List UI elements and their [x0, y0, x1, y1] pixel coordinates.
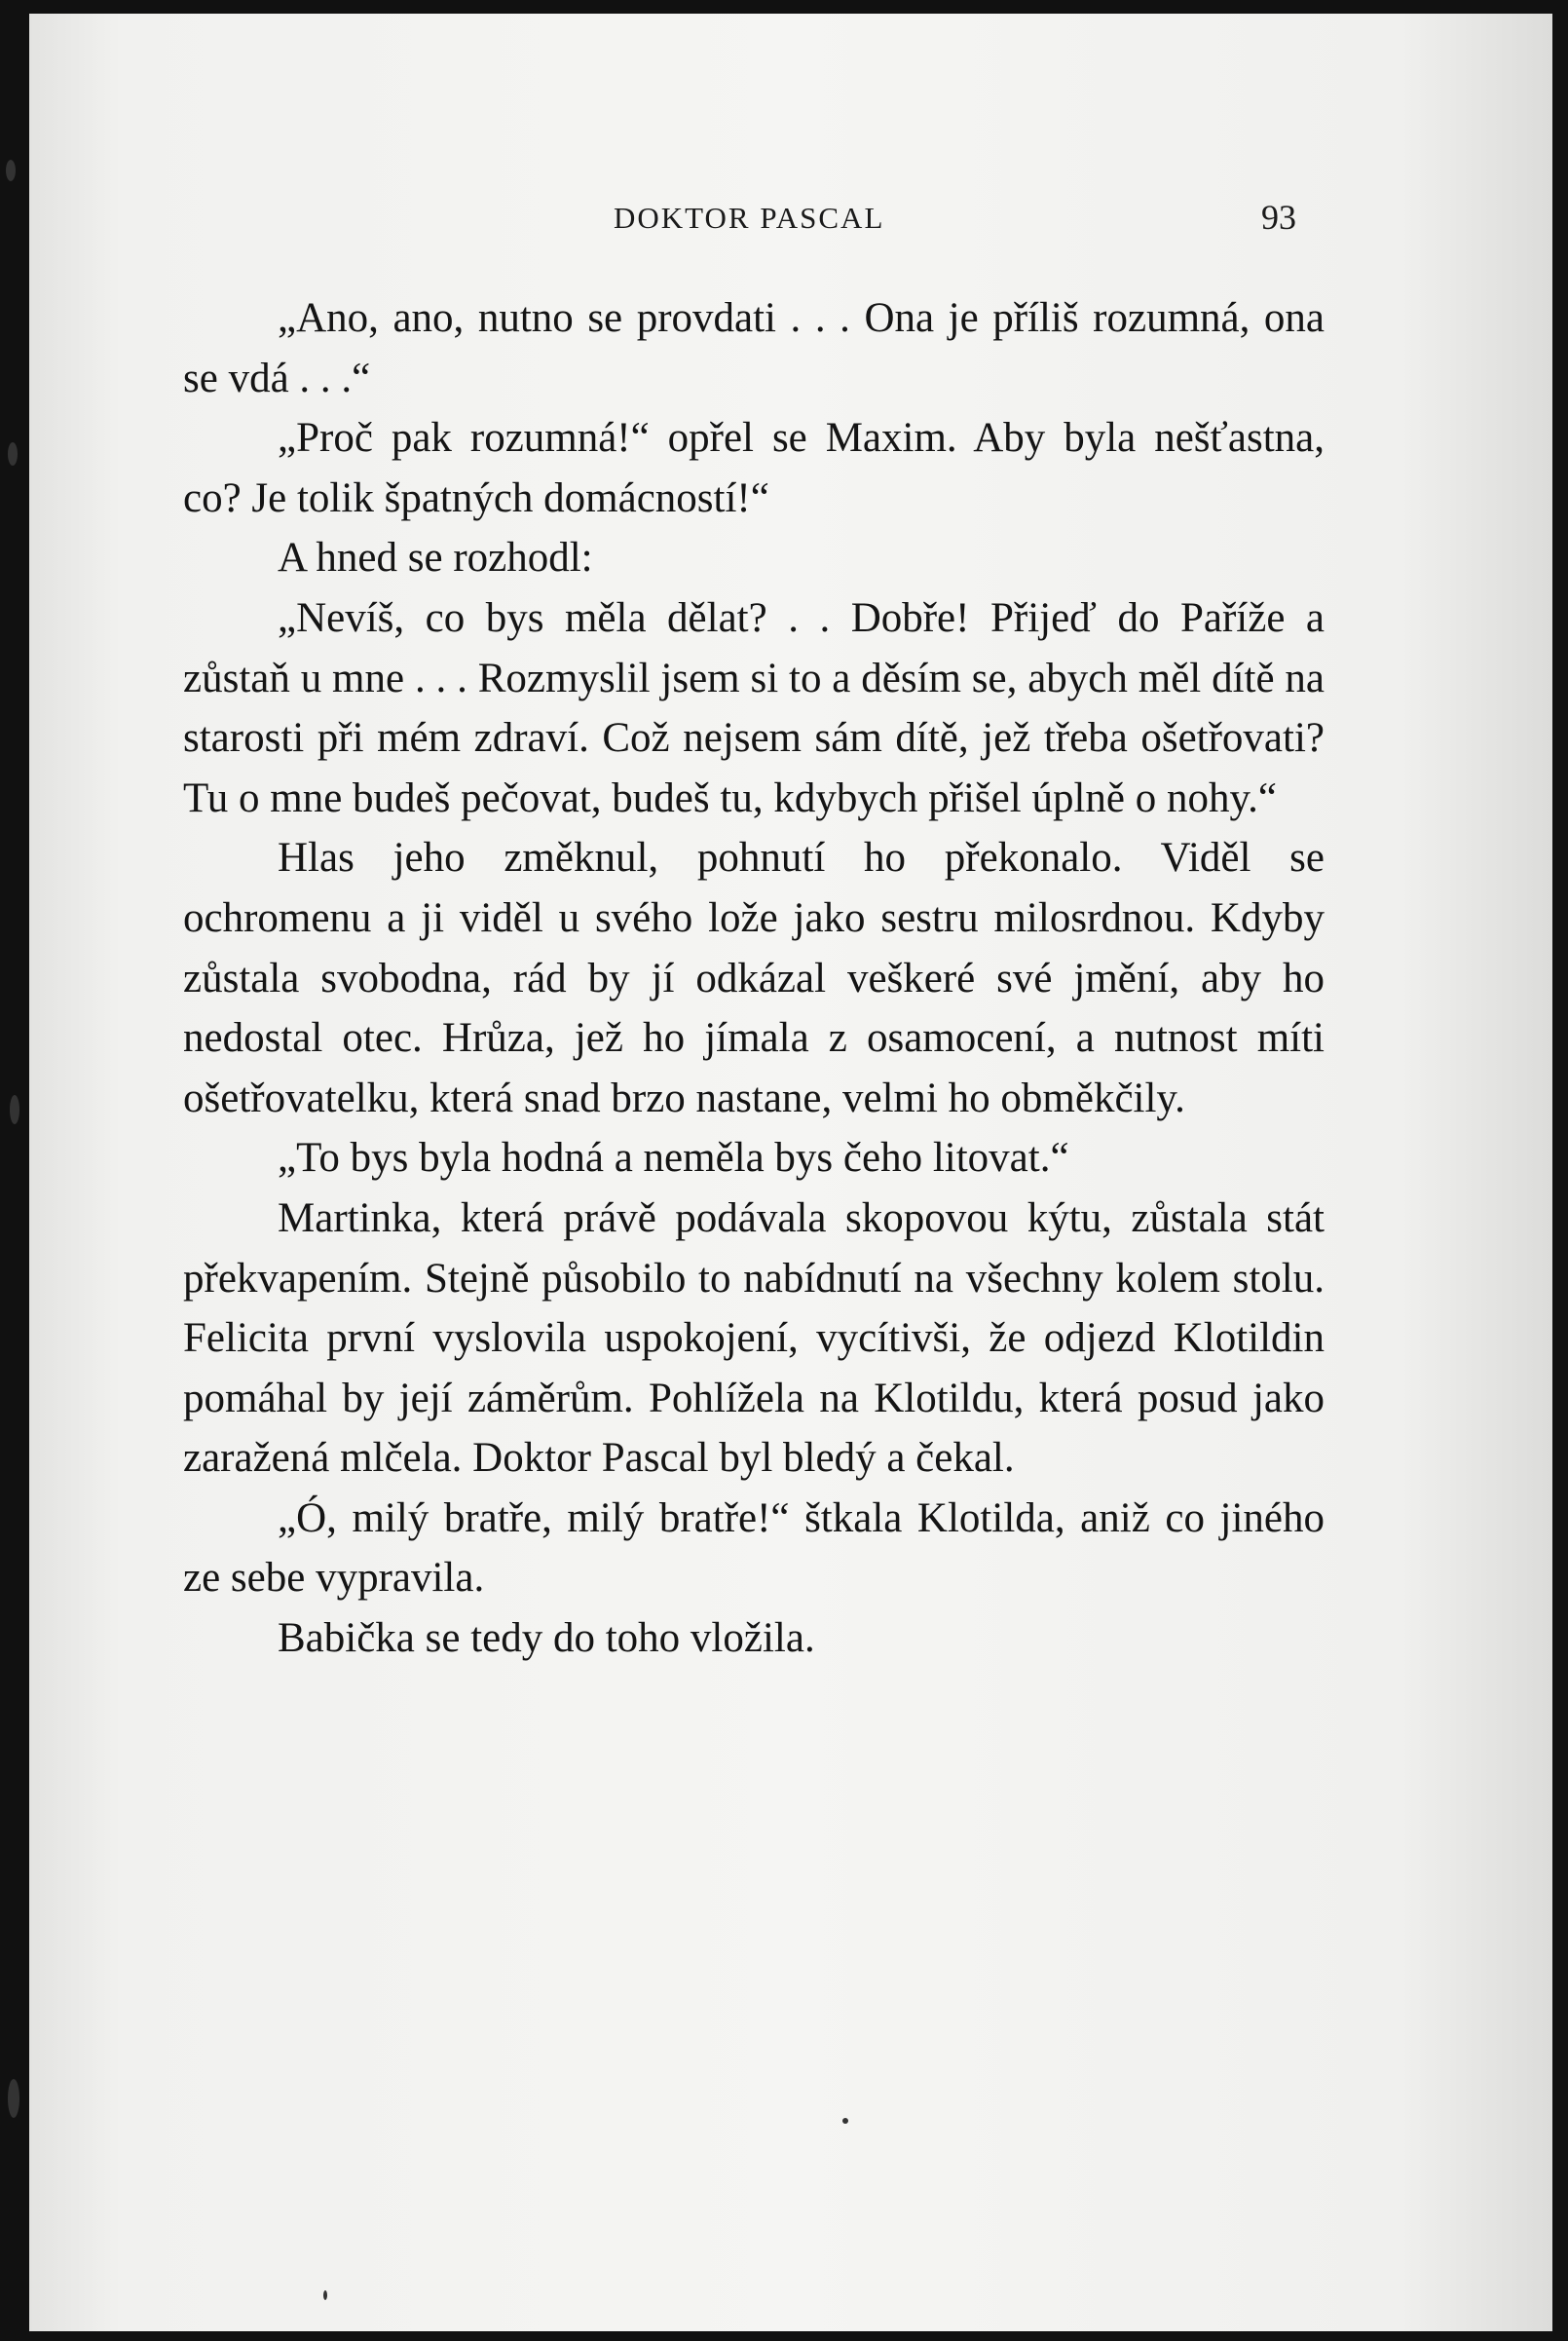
scan-artifact — [10, 1095, 19, 1124]
paragraph: „To bys byla hodná a neměla bys čeho litovat.“ — [278, 1135, 1069, 1182]
scan-artifact — [8, 442, 18, 466]
body-text — [183, 288, 1325, 1669]
paragraph: Martinka, která právě podávala skopovou kýtu, zůstala stát překvapením. Stejně působilo to nabídnutí na všechny kolem stolu. Felicita první vyslovila uspokojení, vycítivši, že odjezd Klotildin pomáhal by její záměrům. Pohlížela na Klotildu, která posud jako zaražená mlčela. Doktor Pascal byl bledý a čekal. — [183, 1194, 1325, 1482]
scan-artifact — [6, 160, 16, 181]
scan-artifact — [842, 2118, 848, 2124]
book-page — [29, 14, 1552, 2331]
scan-artifact — [8, 2079, 19, 2118]
paragraph: A hned se rozhodl: — [278, 535, 593, 582]
page-number: 93 — [1261, 198, 1296, 237]
page-header — [29, 198, 1552, 240]
running-title: DOKTOR PASCAL — [614, 201, 885, 235]
paragraph: „Nevíš, co bys měla dělat? . . Dobře! Přijeď do Paříže a zůstaň u mne . . . Rozmyslil jsem si to a děsím se, abych měl dítě na starosti při mém zdraví. Což nejsem sám dítě, jež třeba ošetřovati? Tu o mne budeš pečovat, budeš tu, kdybych přišel úplně o nohy.“ — [183, 594, 1325, 821]
paragraph: Hlas jeho změknul, pohnutí ho překonalo. Viděl se ochromenu a ji viděl u svého lože jako sestru milosrdnou. Kdyby zůstala svobodna, rád by jí odkázal veškeré své jmění, aby ho nedostal otec. Hrůza, jež ho jímala z osamocení, a nutnost míti ošetřovatelku, která snad brzo nastane, velmi ho obměkčily. — [183, 835, 1325, 1121]
paragraph: Babička se tedy do toho vložila. — [278, 1615, 815, 1662]
paragraph: „Ano, ano, nutno se provdati . . . Ona je příliš rozumná, ona se vdá . . .“ — [183, 295, 1325, 401]
paragraph: „Proč pak rozumná!“ opřel se Maxim. Aby byla nešťastna, co? Je tolik špatných domácností!“ — [183, 415, 1325, 521]
paragraph: „Ó, milý bratře, milý bratře!“ štkala Klotilda, aniž co jiného ze sebe vypravila. — [183, 1494, 1325, 1602]
scan-artifact — [323, 2290, 327, 2300]
